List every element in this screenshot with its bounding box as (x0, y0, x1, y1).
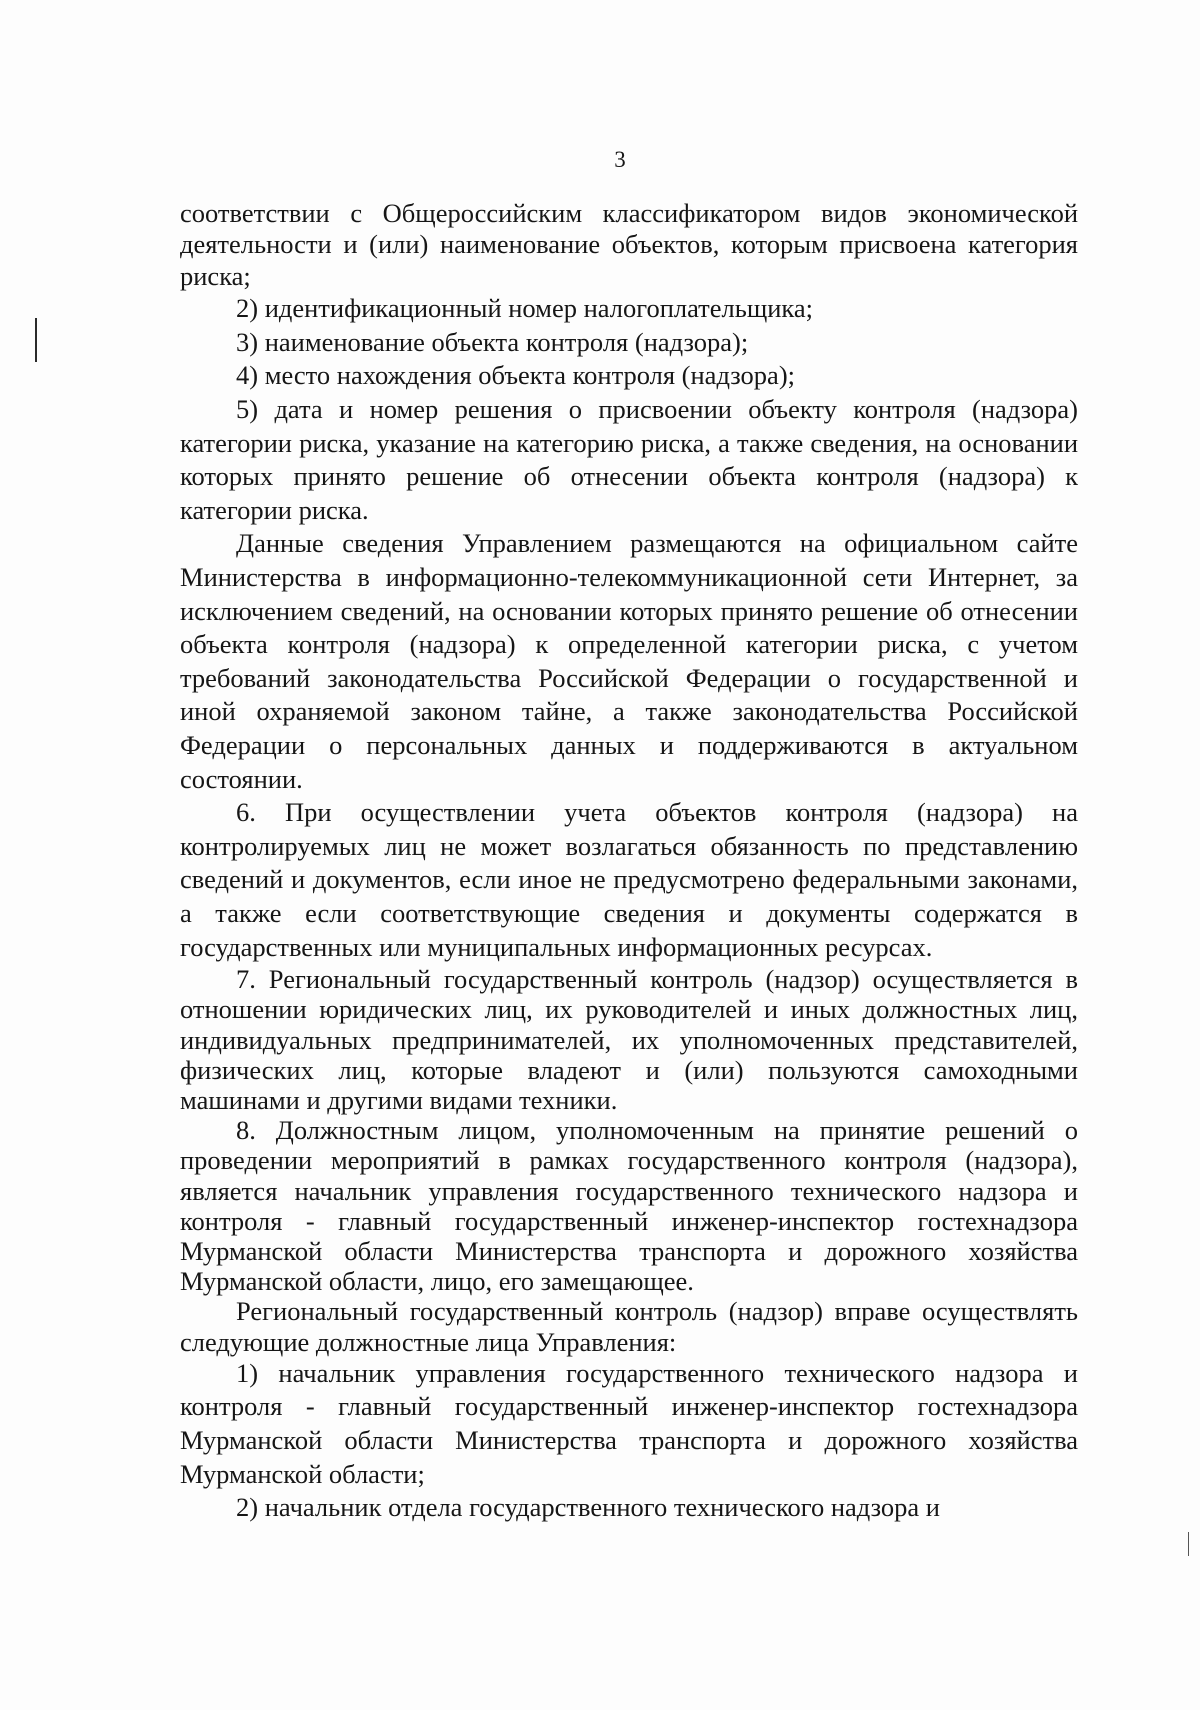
list-item-3: 3) наименование объекта контроля (надзора); (236, 326, 749, 357)
page-number: 3 (614, 147, 626, 172)
officials-list-item-1: 1) начальник управления государственного технического надзора и контроля - главный государственный инженер-инспектор гостехнадзора Мурманской области Министерства транспорта и дорожного хозяйства Мурманской области; (180, 1357, 1078, 1489)
document-body (180, 198, 1078, 1525)
scan-artifact-line (35, 318, 37, 362)
scan-artifact-line (1188, 1532, 1189, 1556)
paragraph-continuation: соответствии с Общероссийским классификатором видов экономической деятельности и (или) наименование объектов, которым присвоена категория риска; (180, 198, 1078, 291)
paragraph-item-7: 7. Региональный государственный контроль (надзор) осуществляется в отношении юридических лиц, их руководителей и иных должностных лиц, индивидуальных предпринимателей, их уполномоченных представителей, физических лиц, которые владеют и (или) пользуются самоходными машинами и другими видами техники. (180, 964, 1078, 1115)
officials-list-item-2: 2) начальник отдела государственного технического надзора и (236, 1492, 940, 1523)
paragraph-officials: Региональный государственный контроль (надзор) вправе осуществлять следующие должностные лица Управления: (180, 1296, 1078, 1357)
list-item-4: 4) место нахождения объекта контроля (надзора); (236, 360, 796, 391)
paragraph-item-8: 8. Должностным лицом, уполномоченным на принятие решений о проведении мероприятий в рамках государственного контроля (надзора), является начальник управления государственного технического надзора и контроля - главный государственный инженер-инспектор гостехнадзора Мурманской области Министерства транспорта и дорожного хозяйства Мурманской области, лицо, его замещающее. (180, 1115, 1078, 1297)
paragraph-publication: Данные сведения Управлением размещаются на официальном сайте Министерства в информационно-телекоммуникационной сети Интернет, за исключением сведений, на основании которых принято решение об отнесении объекта контроля (надзора) к определенной категории риска, с учетом требований законодательства Российской Федерации о государственной и иной охраняемой законом тайне, а также законодательства Российской Федерации о персональных данных и поддерживаются в актуальном состоянии. (180, 528, 1078, 794)
list-item-2: 2) идентификационный номер налогоплательщика; (236, 293, 814, 324)
list-item-5: 5) дата и номер решения о присвоении объекту контроля (надзора) категории риска, указание на категорию риска, а также сведения, на основании которых принято решение об отнесении объекта контроля (надзора) к категории риска. (180, 394, 1078, 525)
paragraph-item-6: 6. При осуществлении учета объектов контроля (надзора) на контролируемых лиц не может возлагаться обязанность по представлению сведений и документов, если иное не предусмотрено федеральными законами, а также если соответствующие сведения и документы содержатся в государственных или муниципальных информационных ресурсах. (180, 797, 1078, 962)
